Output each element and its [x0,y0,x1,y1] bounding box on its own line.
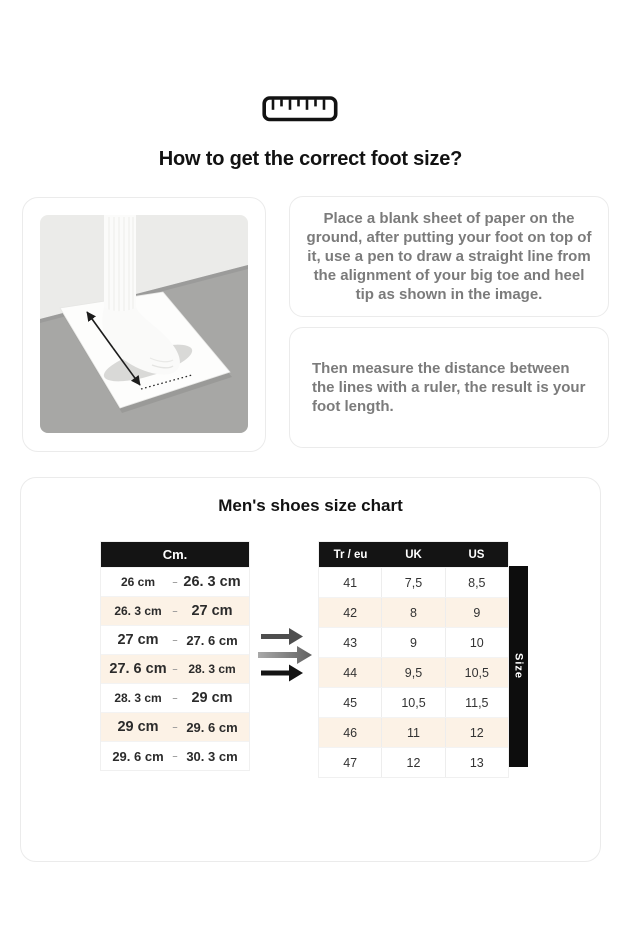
size-table-row [319,567,508,597]
cm-from: 27 cm [117,632,159,648]
page-title: How to get the correct foot size? [158,148,463,170]
cm-from: 27. 6 cm [109,661,167,677]
size-table-header-row [319,542,508,567]
cm-table-row [101,654,249,683]
cm-table-row [101,596,249,625]
size-cell: 47 [343,755,358,770]
size-cell: 45 [343,695,358,710]
size-cell: 11,5 [445,688,508,717]
cm-table-row [101,567,249,596]
size-axis-label: Size [512,653,525,680]
cm-to: 28. 3 cm [188,662,236,676]
size-cell: 9 [445,598,508,627]
header-tr-eu: Tr / eu [333,548,368,561]
size-cell: 41 [343,575,358,590]
cm-to: 29 cm [191,690,233,706]
range-separator: – [172,606,178,616]
size-conversion-table [318,541,509,778]
instruction-step-2-text: Then measure the distance between the lines with a ruler, the result is your foot length. [312,360,586,415]
cm-to: 27 cm [191,603,233,619]
size-cell: 42 [343,605,358,620]
size-cell: 43 [343,635,358,650]
cm-to: 27. 6 cm [186,632,238,648]
cm-from: 26. 3 cm [114,604,162,618]
cm-table-header: Cm. [101,542,249,567]
range-separator: – [172,635,178,645]
size-axis-label-bar [509,566,528,767]
cm-from: 29 cm [117,719,159,735]
header-us: US [468,548,485,561]
size-cell: 10 [445,628,508,657]
ruler-icon [262,95,338,123]
instruction-step-2 [289,327,609,448]
cm-to: 26. 3 cm [183,574,241,590]
size-cell: 7,5 [381,568,444,597]
size-table-row [319,687,508,717]
header-uk: UK [405,548,422,561]
foot-measure-photo-card [22,197,266,452]
size-cell: 9,5 [381,658,444,687]
size-cell: 13 [445,748,508,777]
range-separator: – [172,664,178,674]
foot-measure-photo [40,215,248,433]
range-separator: – [172,751,178,761]
instruction-step-1-text: Place a blank sheet of paper on the ground, after putting your foot on top of it, use a pen to draw a straight line from the alignment of your big toe and heel tip as shown in the image. [306,210,592,303]
cm-table-row [101,712,249,741]
cm-from: 29. 6 cm [112,748,164,764]
size-table-row [319,657,508,687]
conversion-arrows-icon [255,622,315,686]
size-cell: 10,5 [445,658,508,687]
size-cell: 8 [381,598,444,627]
size-table-row [319,627,508,657]
range-separator: – [172,577,178,587]
cm-table [100,541,250,771]
range-separator: – [172,693,178,703]
cm-to: 29. 6 cm [186,719,238,735]
size-cell: 44 [343,665,358,680]
instruction-step-1 [289,196,609,317]
cm-table-row [101,683,249,712]
cm-table-row [101,625,249,654]
size-chart-title: Men's shoes size chart [218,496,403,515]
size-cell: 8,5 [445,568,508,597]
size-cell: 12 [381,748,444,777]
cm-from: 28. 3 cm [114,691,162,705]
cm-table-row [101,741,249,770]
size-cell: 46 [343,725,358,740]
cm-from: 26 cm [120,575,156,589]
size-table-row [319,747,508,777]
cm-to: 30. 3 cm [186,748,238,764]
range-separator: – [172,722,178,732]
size-cell: 10,5 [381,688,444,717]
size-cell: 11 [381,718,444,747]
size-cell: 12 [445,718,508,747]
size-table-row [319,717,508,747]
size-table-row [319,597,508,627]
size-cell: 9 [381,628,444,657]
